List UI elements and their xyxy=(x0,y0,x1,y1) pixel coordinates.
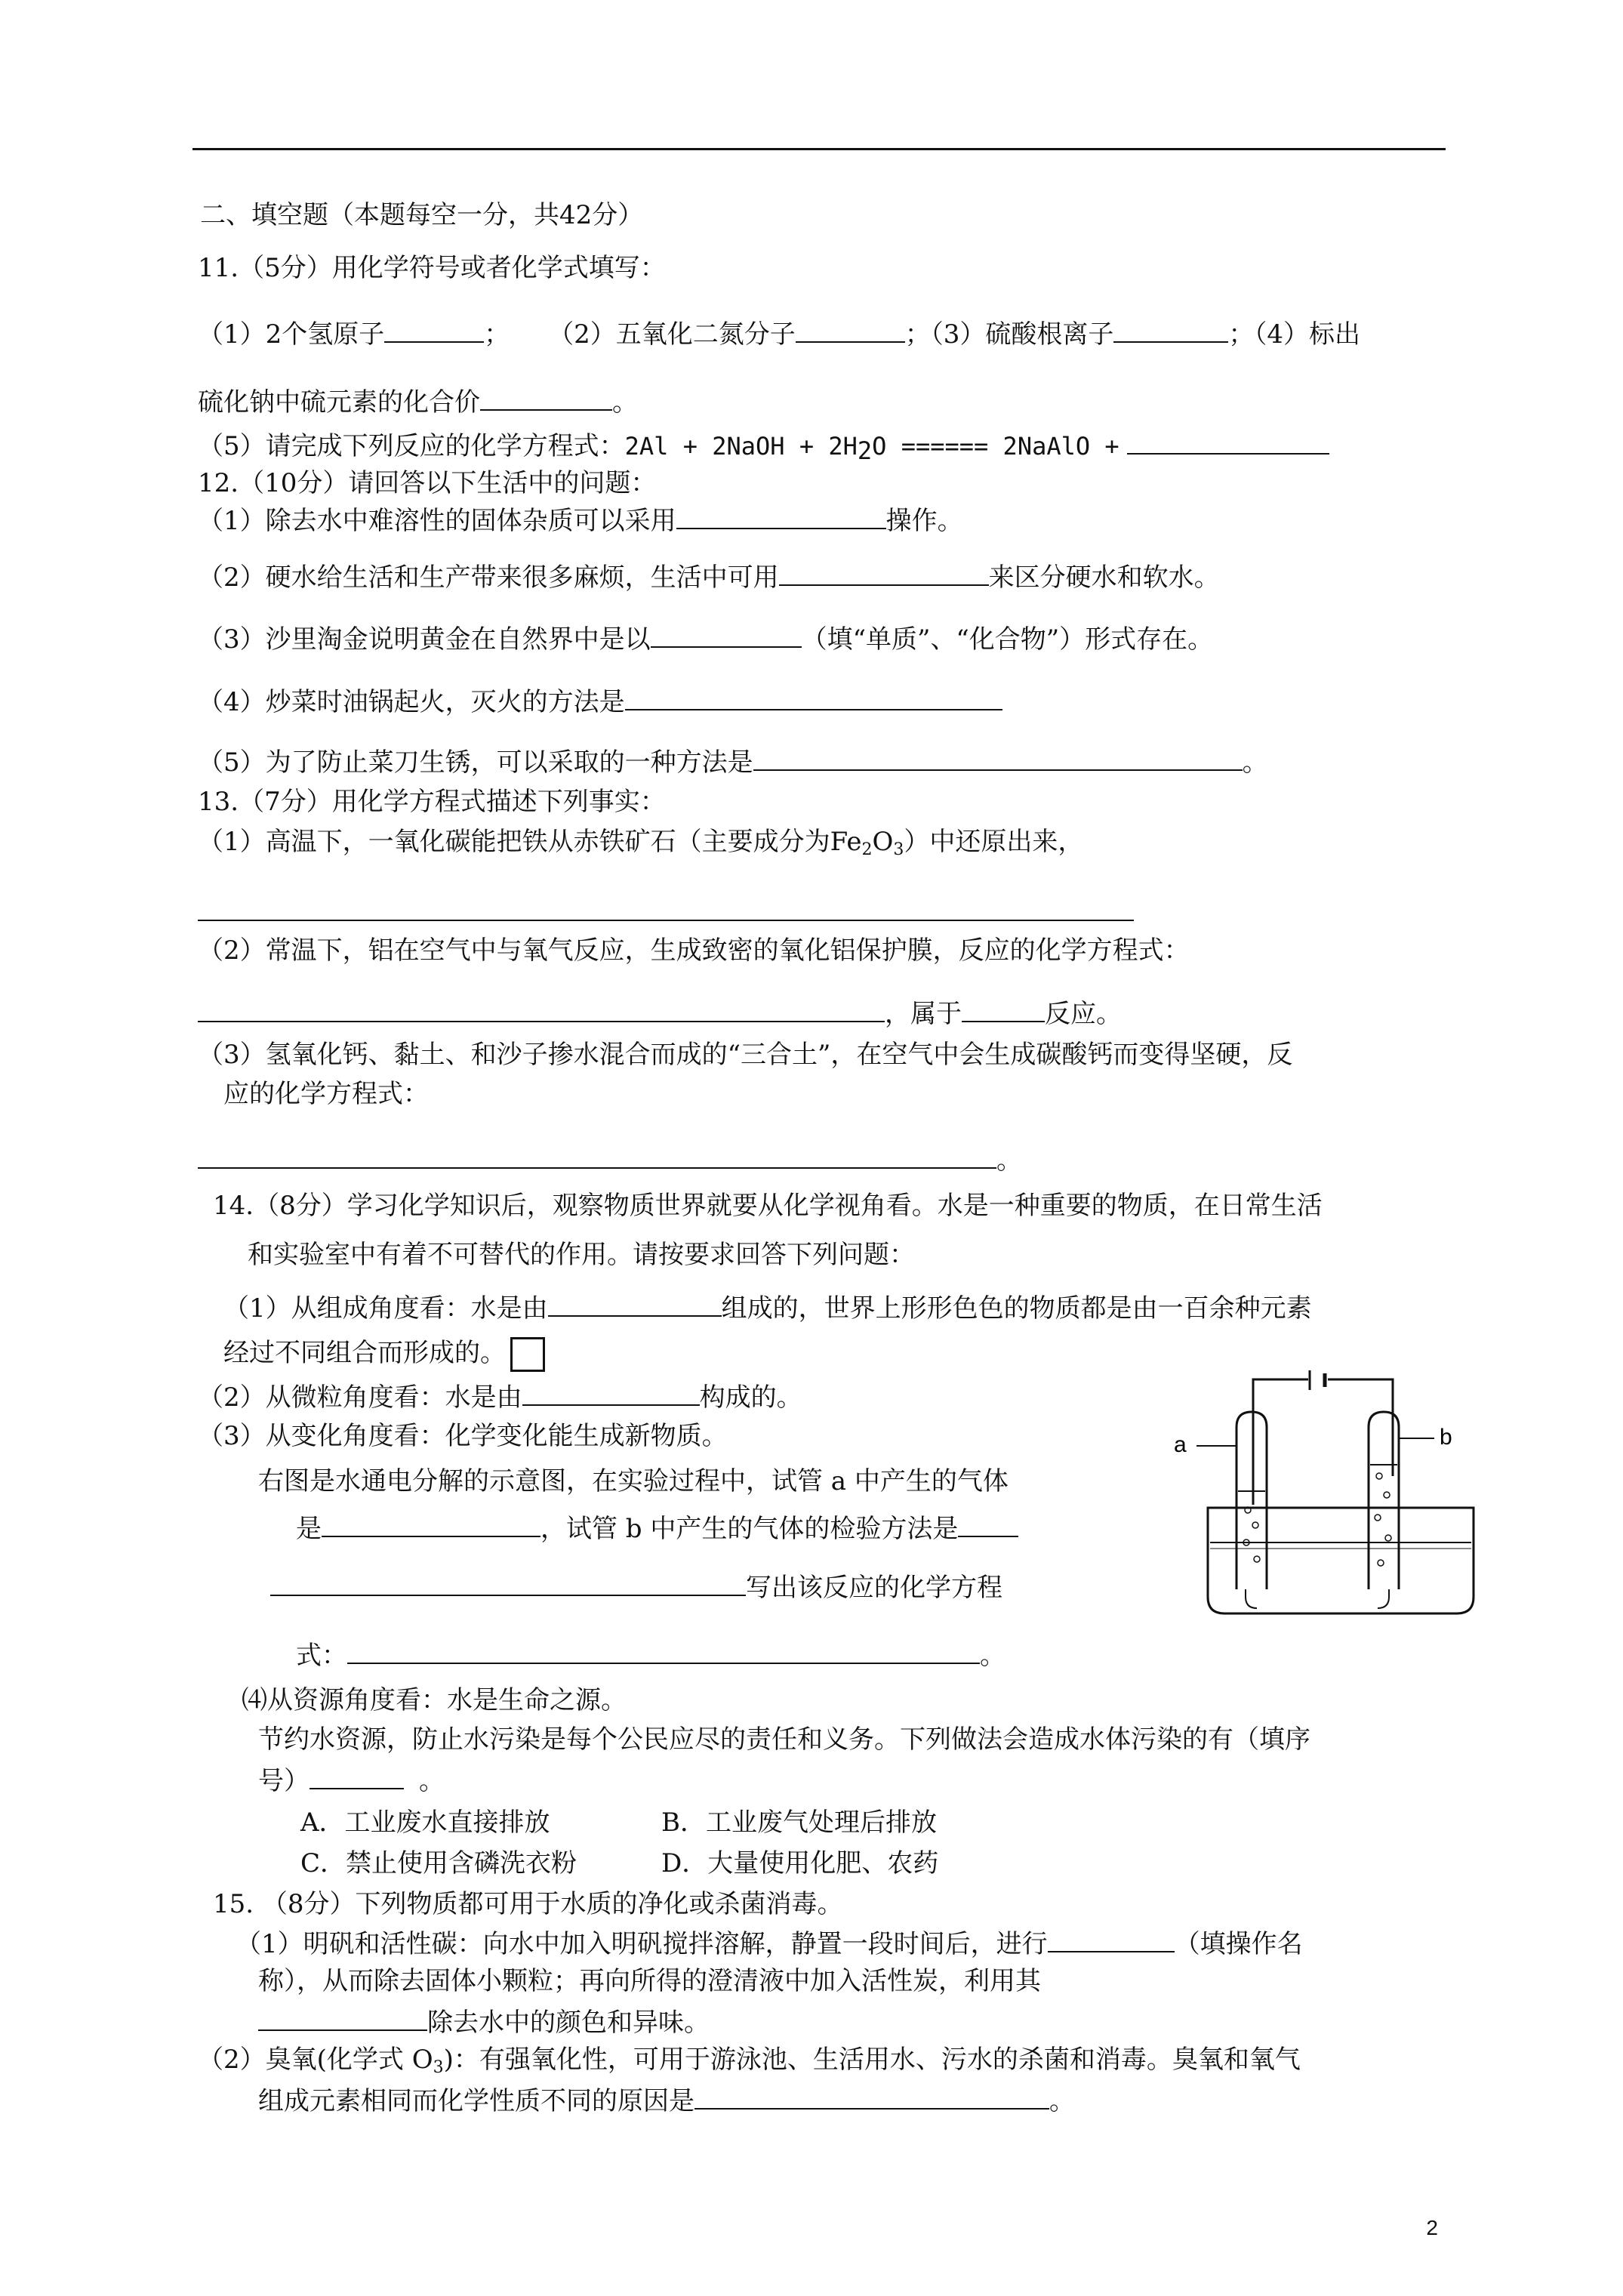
bubble xyxy=(1252,1522,1258,1528)
q13-line2: （2）常温下，铝在空气中与氧气反应，生成致密的氧化铝保护膜，反应的化学方程式： xyxy=(198,935,1190,966)
q11-p2: （2）五氧化二氮分子 xyxy=(548,319,796,350)
q13-blank4[interactable] xyxy=(198,1142,996,1169)
q14-line3-4: 式： 。 xyxy=(296,1637,1006,1672)
q12-line1: （1）除去水中难溶性的固体杂质可以采用 操作。 xyxy=(198,502,963,538)
q12-line3: （3）沙里淘金说明黄金在自然界中是以 （填“单质”、“化合物”）形式存在。 xyxy=(198,621,1213,656)
q15-line1b: 称），从而除去固体小颗粒；再向所得的澄清液中加入活性炭，利用其 xyxy=(258,1966,1041,1996)
q11-stem: 11.（5分）用化学符号或者化学式填写： xyxy=(198,253,666,283)
q13-blank2[interactable] xyxy=(198,995,885,1022)
electrolysis-diagram xyxy=(1174,1370,1491,1627)
q14-blank6[interactable] xyxy=(347,1637,980,1664)
page-number: 2 xyxy=(1426,2216,1438,2239)
q14-blank2[interactable] xyxy=(522,1379,700,1406)
q12-blank2[interactable] xyxy=(779,559,989,586)
q12-line2: （2）硬水给生活和生产带来很多麻烦，生活中可用 来区分硬水和软水。 xyxy=(198,559,1220,594)
q14-blank7[interactable] xyxy=(310,1762,404,1789)
q12-stem: 12.（10分）请回答以下生活中的问题： xyxy=(198,468,657,498)
q13-line3c: 。 xyxy=(198,1142,1022,1177)
q14-line1b: 经过不同组合而形成的。 xyxy=(223,1336,545,1372)
q15-blank1[interactable] xyxy=(1048,1925,1175,1952)
q11-blank5[interactable] xyxy=(1127,427,1329,455)
q15-line1a: （1）明矾和活性碳：向水中加入明矾搅拌溶解，静置一段时间后，进行 （填操作名 xyxy=(236,1925,1303,1961)
bubble xyxy=(1254,1556,1260,1562)
q14-option-d: D．大量使用化肥、农药 xyxy=(661,1848,939,1878)
q15-line2b: 组成元素相同而化学性质不同的原因是 。 xyxy=(258,2082,1075,2118)
q14-blank1[interactable] xyxy=(548,1290,722,1317)
q14-stem-b: 和实验室中有着不可替代的作用。请按要求回答下列问题： xyxy=(248,1240,915,1270)
right-wire xyxy=(1328,1379,1393,1476)
header-rule xyxy=(192,148,1446,150)
q12-blank4[interactable] xyxy=(625,683,1002,710)
q11-line3: （5）请完成下列反应的化学方程式：2Al + 2NaOH + $2H_2O$ ====== 2NaAlO + xyxy=(198,427,1329,467)
q14-stem-a: 14.（8分）学习化学知识后，观察物质世界就要从化学视角看。水是一种重要的物质，在日常生活 xyxy=(213,1191,1323,1221)
label-a: a xyxy=(1174,1432,1187,1457)
section-title: 二、填空题（本题每空一分，共42分） xyxy=(200,200,644,230)
q14-blank3[interactable] xyxy=(322,1510,540,1537)
left-wire xyxy=(1253,1379,1308,1505)
q11-blank3[interactable] xyxy=(1113,316,1228,343)
q12-line4: （4）炒菜时油锅起火，灭火的方法是 xyxy=(198,683,1002,719)
q14-line3-3: 写出该反应的化学方程 xyxy=(270,1569,1002,1604)
q11-line2: 硫化钠中硫元素的化合价 。 xyxy=(198,384,638,419)
q12-blank1[interactable] xyxy=(676,502,886,529)
q15-line1c: 除去水中的颜色和异味。 xyxy=(258,2004,710,2039)
q14-line4-2: 号） 。 xyxy=(258,1762,445,1798)
q13-line1: （1）高温下，一氧化碳能把铁从赤铁矿石（主要成分为$Fe_2O_3$）中还原出来， xyxy=(198,827,1084,859)
q11-blank4[interactable] xyxy=(480,384,612,411)
tube-a xyxy=(1236,1412,1267,1589)
q14-line3: （3）从变化角度看：化学变化能生成新物质。 xyxy=(198,1421,728,1451)
water-tank xyxy=(1208,1508,1474,1613)
electrode-a xyxy=(1246,1589,1257,1608)
q14-line2: （2）从微粒角度看：水是由 构成的。 xyxy=(198,1379,802,1414)
q14-line3-1: 右图是水通电分解的示意图，在实验过程中，试管 a 中产生的气体 xyxy=(258,1466,1009,1496)
q14-line3-2: 是 ，试管 b 中产生的气体的检验方法是 xyxy=(296,1510,1018,1546)
q12-line5: （5）为了防止菜刀生锈，可以采取的一种方法是 。 xyxy=(198,744,1268,779)
electrode-b xyxy=(1378,1589,1389,1608)
q14-line4-1: 节约水资源，防止水污染是每个公民应尽的责任和义务。下列做法会造成水体污染的有（填序 xyxy=(258,1724,1310,1755)
q15-blank3[interactable] xyxy=(694,2082,1049,2110)
q11-p1: （1）2个氢原子 xyxy=(198,319,385,350)
q12-blank5[interactable] xyxy=(753,744,1243,771)
q13-stem: 13.（7分）用化学方程式描述下列事实： xyxy=(198,787,666,817)
q14-line1a: （1）从组成角度看：水是由 组成的，世界上形形色色的物质都是由一百余种元素 xyxy=(223,1290,1312,1325)
q15-stem: 15. （8分）下列物质都可用于水质的净化或杀菌消毒。 xyxy=(213,1889,843,1919)
q14-blank5[interactable] xyxy=(270,1569,746,1596)
bubble xyxy=(1385,1535,1391,1541)
q11-p3: （3）硫酸根离子 xyxy=(930,319,1114,350)
q13-blank3[interactable] xyxy=(962,995,1045,1022)
answer-box[interactable] xyxy=(510,1337,545,1372)
q15-blank2[interactable] xyxy=(258,2004,427,2031)
q13-line2b: ，属于 反应。 xyxy=(198,995,1122,1031)
q11-blank2[interactable] xyxy=(796,316,905,343)
q11-p4: （4）标出 xyxy=(1254,319,1360,350)
bubble xyxy=(1378,1560,1384,1566)
q13-line3a: （3）氢氧化钙、黏土、和沙子掺水混合而成的“三合土”，在空气中会生成碳酸钙而变得坚硬，反 xyxy=(198,1040,1293,1070)
q14-option-a: A．工业废水直接排放 xyxy=(300,1808,550,1838)
q14-line4: ⑷从资源角度看：水是生命之源。 xyxy=(242,1685,627,1715)
q11-blank1[interactable] xyxy=(384,316,484,343)
q14-option-b: B．工业废气处理后排放 xyxy=(661,1808,937,1838)
q14-blank4[interactable] xyxy=(958,1510,1018,1537)
q14-option-c: C．禁止使用含磷洗衣粉 xyxy=(300,1848,577,1878)
q13-line3b: 应的化学方程式： xyxy=(223,1079,429,1109)
q15-line2a: （2）臭氧(化学式 $O_3$)：有强氧化性，可用于游泳池、生活用水、污水的杀菌和消毒。臭氧和氧气 xyxy=(198,2045,1301,2077)
bubble xyxy=(1384,1492,1390,1498)
q12-blank3[interactable] xyxy=(651,621,802,648)
label-b: b xyxy=(1440,1425,1452,1450)
bubble xyxy=(1375,1515,1381,1521)
q13-answer-line1[interactable] xyxy=(198,920,1134,921)
q11-line1: （1）2个氢原子 ； （2）五氧化二氮分子 ；（3）硫酸根离子 ；（4）标出 xyxy=(198,316,1360,351)
bubble xyxy=(1376,1473,1382,1479)
